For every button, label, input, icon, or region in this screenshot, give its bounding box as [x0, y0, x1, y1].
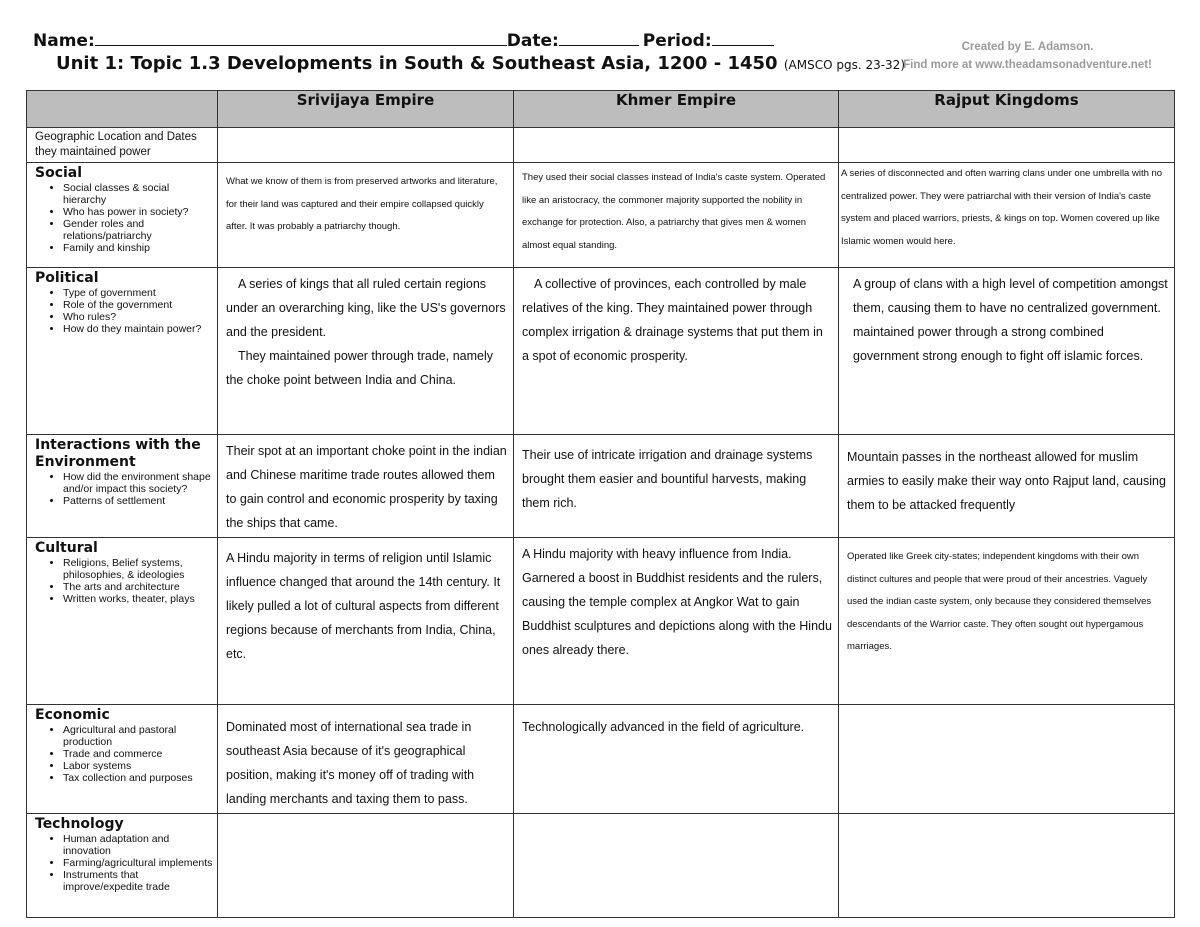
prompt-item: • Labor systems	[63, 760, 213, 772]
row-title-environment: Interactions with the Environment	[35, 437, 201, 470]
name-blank[interactable]	[95, 30, 507, 46]
row-header-cultural	[27, 538, 218, 705]
row-social	[27, 163, 1175, 268]
answer-cell-environment-srivijaya[interactable]: Their spot at an important choke point in the indian and Chinese maritime trade routes allowed them to gain control and economic prosperity by taxing the ships that came.	[218, 435, 514, 538]
row-title-social: Social	[35, 165, 83, 181]
answer-cell[interactable]	[218, 128, 514, 163]
prompt-item: • The arts and architecture	[63, 581, 213, 593]
answer-cell-environment-rajput[interactable]: Mountain passes in the northeast allowed for muslim armies to easily make their way onto Rajput land, causing them to be attacked frequently	[839, 435, 1175, 538]
row-political	[27, 268, 1175, 435]
row-environment	[27, 435, 1175, 538]
row-title-political: Political	[35, 270, 99, 286]
answer-cell-cultural-khmer[interactable]: A Hindu majority with heavy influence from India. Garnered a boost in Buddhist residents and the rulers, causing the temple complex at Angkor Wat to gain Buddhist sculptures and depictions along with the Hindu ones already there.	[514, 538, 839, 705]
prompt-item: • How do they maintain power?	[63, 323, 213, 335]
date-blank[interactable]	[559, 30, 639, 46]
credit-block	[885, 38, 1170, 74]
row-header-environment	[27, 435, 218, 538]
prompt-item: • Trade and commerce	[63, 748, 213, 760]
row-title-economic: Economic	[35, 707, 110, 723]
answer-cell-cultural-srivijaya[interactable]: A Hindu majority in terms of religion until Islamic influence changed that around the 14th century. It likely pulled a lot of cultural aspects from different regions because of merchants from India, China, etc.	[218, 538, 514, 705]
worksheet-title: Unit 1: Topic 1.3 Developments in South & Southeast Asia, 1200 - 1450	[56, 53, 778, 74]
column-header-rajput: Rajput Kingdoms	[839, 91, 1175, 128]
row-header-technology	[27, 814, 218, 918]
prompt-item: • Gender roles and relations/patriarchy	[63, 218, 213, 242]
prompt-list	[35, 557, 213, 605]
period-label: Period:	[642, 31, 712, 51]
answer-cell[interactable]	[514, 128, 839, 163]
prompt-list	[35, 724, 213, 784]
row-label-geographic: Geographic Location and Dates they maintained power	[35, 131, 197, 158]
answer-cell-environment-khmer[interactable]: Their use of intricate irrigation and drainage systems brought them easier and bountiful harvests, making them rich.	[514, 435, 839, 538]
prompt-item: • Role of the government	[63, 299, 213, 311]
answer-cell-social-rajput[interactable]: A series of disconnected and often warring clans under one umbrella with no centralized power. They were patriarchal with their version of India's caste system and placed warriors, priests, & kings on top. Women covered up like Islamic women would here.	[839, 163, 1175, 268]
row-title-technology: Technology	[35, 816, 124, 832]
date-label: Date:	[506, 31, 559, 51]
comparison-table	[26, 90, 1175, 918]
prompt-item: • Religions, Belief systems, philosophies, & ideologies	[63, 557, 213, 581]
prompt-list	[35, 833, 213, 893]
page-reference: (AMSCO pgs. 23-32)	[783, 58, 905, 72]
answer-cell-political-srivijaya[interactable]	[218, 268, 514, 435]
corner-cell	[27, 91, 218, 128]
prompt-item: • Instruments that improve/expedite trade	[63, 869, 213, 893]
prompt-item: • Farming/agricultural implements	[63, 857, 213, 869]
answer-paragraph: A series of kings that all ruled certain regions under an overarching king, like the US's governors and the president.	[226, 277, 506, 339]
prompt-item: • Agricultural and pastoral production	[63, 724, 213, 748]
answer-paragraph: They maintained power through trade, namely the choke point between India and China.	[226, 349, 494, 387]
column-header-srivijaya: Srivijaya Empire	[218, 91, 514, 128]
name-label: Name:	[33, 31, 95, 51]
answer-cell[interactable]	[218, 814, 514, 918]
credit-author: Created by E. Adamson.	[961, 41, 1094, 53]
prompt-item: • Tax collection and purposes	[63, 772, 213, 784]
prompt-list	[35, 471, 213, 507]
period-blank[interactable]	[712, 30, 774, 46]
answer-cell-economic-rajput[interactable]	[839, 705, 1175, 814]
prompt-item: • Family and kinship	[63, 242, 213, 254]
prompt-item: • Written works, theater, plays	[63, 593, 213, 605]
answer-cell-social-khmer[interactable]: They used their social classes instead of India's caste system. Operated like an aristocracy, the commoner majority supported the nobility in exchange for protection. Also, a patriarchy that gives men & women almost equal standing.	[514, 163, 839, 268]
prompt-item: • Human adaptation and innovation	[63, 833, 213, 857]
prompt-item: • Patterns of settlement	[63, 495, 213, 507]
header-row	[27, 91, 1175, 128]
column-header-khmer: Khmer Empire	[514, 91, 839, 128]
row-header-political	[27, 268, 218, 435]
prompt-item: • Type of government	[63, 287, 213, 299]
answer-cell-economic-khmer[interactable]: Technologically advanced in the field of agriculture.	[514, 705, 839, 814]
prompt-item: • Who has power in society?	[63, 206, 213, 218]
answer-cell-political-rajput[interactable]: A group of clans with a high level of competition amongst them, causing them to have no centralized government. maintained power through a strong combined government strong enough to fight off islamic forces.	[839, 268, 1175, 435]
prompt-item: • Who rules?	[63, 311, 213, 323]
prompt-list	[35, 182, 213, 254]
answer-cell-social-srivijaya[interactable]: What we know of them is from preserved artworks and literature, for their land was captured and their empire collapsed quickly after. It was probably a patriarchy though.	[218, 163, 514, 268]
row-header-geographic	[27, 128, 218, 163]
answer-cell[interactable]	[839, 128, 1175, 163]
answer-cell-political-khmer[interactable]: A collective of provinces, each controlled by male relatives of the king. They maintained power through complex irrigation & drainage systems that put them in a spot of economic prosperity.	[514, 268, 839, 435]
credit-website: Find more at www.theadamsonadventure.net!	[903, 59, 1152, 71]
row-header-social	[27, 163, 218, 268]
answer-cell-cultural-rajput[interactable]: Operated like Greek city-states; independent kingdoms with their own distinct cultures and people that were proud of their ancestries. Vaguely used the indian caste system, only because they considered themselves descendants of the Warrior caste. They often sought out hypergamous marriages.	[839, 538, 1175, 705]
prompt-list	[35, 287, 213, 335]
worksheet-title-line	[56, 53, 905, 74]
answer-cell[interactable]	[514, 814, 839, 918]
answer-cell-economic-srivijaya[interactable]: Dominated most of international sea trade in southeast Asia because of it's geographical position, making it's money off of trading with landing merchants and taxing them to pass.	[218, 705, 514, 814]
row-geographic	[27, 128, 1175, 163]
row-header-economic	[27, 705, 218, 814]
row-technology	[27, 814, 1175, 918]
row-cultural	[27, 538, 1175, 705]
row-title-cultural: Cultural	[35, 540, 98, 556]
prompt-item: • How did the environment shape and/or impact this society?	[63, 471, 213, 495]
student-info-line	[33, 30, 774, 51]
prompt-item: • Social classes & social hierarchy	[63, 182, 213, 206]
answer-cell[interactable]	[839, 814, 1175, 918]
row-economic	[27, 705, 1175, 814]
